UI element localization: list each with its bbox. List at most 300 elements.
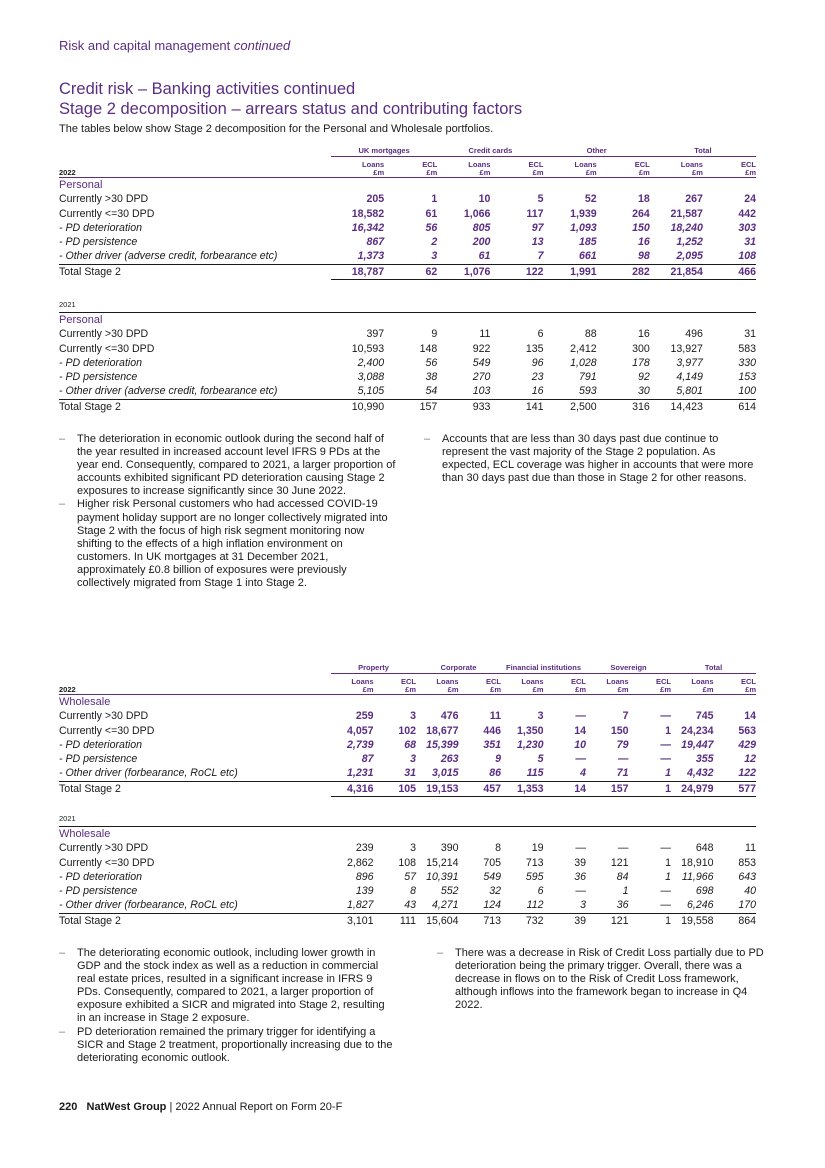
table-cell: 24	[744, 193, 756, 206]
table-cell: 577	[714, 781, 757, 796]
table-cell: 4,149	[676, 371, 703, 384]
table-cell: 10,391	[426, 870, 459, 883]
section-title: Risk and capital management	[59, 38, 231, 53]
group-total: Total	[671, 652, 756, 674]
table-cell: 549	[472, 356, 491, 369]
report-name: | 2022 Annual Report on Form 20-F	[169, 1101, 343, 1113]
table-cell: 19,447	[681, 738, 714, 751]
table-cell: —	[617, 753, 629, 766]
col-loans: Loans £m	[671, 674, 714, 695]
group-corporate: Corporate	[416, 652, 501, 674]
table-cell: 185	[578, 236, 597, 249]
personal-2022-table	[59, 145, 756, 280]
col-loans: Loans £m	[586, 674, 629, 695]
table-cell: 791	[578, 371, 597, 384]
table-cell: 6,246	[671, 898, 714, 913]
table-cell: 5,801	[650, 384, 703, 399]
group-financial-institutions: Financial institutions	[501, 652, 586, 674]
table-cell: 157	[586, 781, 629, 796]
year-label: 2022	[59, 157, 331, 178]
table-cell: 11,966	[681, 870, 714, 883]
wholesale-commentary-right	[437, 947, 765, 1012]
table-cell: 148	[419, 342, 438, 355]
table-cell: 1,066	[463, 207, 491, 220]
table-cell: 3,088	[357, 371, 385, 384]
wholesale-commentary-left	[59, 947, 396, 1065]
row-label: - PD persistence	[59, 753, 138, 766]
table-cell: 1	[665, 870, 671, 883]
table-cell: 43	[374, 898, 417, 913]
table-cell: 11	[479, 328, 491, 341]
table-row	[59, 384, 756, 399]
table-cell: 263	[440, 753, 459, 766]
table-cell: 698	[695, 885, 714, 898]
table-cell: 14	[744, 710, 756, 723]
table-cell: 39	[544, 913, 587, 928]
table-cell: 122	[714, 766, 757, 781]
table-cell: 1,076	[437, 264, 490, 279]
table-cell: 141	[490, 399, 543, 414]
table-cell: 5	[537, 193, 544, 206]
table-cell: 10	[574, 738, 586, 751]
table-cell: 713	[525, 856, 544, 869]
group-header-row	[59, 145, 756, 157]
table-cell: 139	[355, 885, 374, 898]
table-cell: 2,400	[357, 356, 385, 369]
table-cell: 496	[685, 328, 703, 341]
table-cell: 15,214	[426, 856, 459, 869]
table-cell: 178	[632, 356, 650, 369]
year-row: 2021	[59, 812, 756, 827]
group-sovereign: Sovereign	[586, 652, 671, 674]
table-cell: 390	[440, 842, 459, 855]
col-loans: Loans £m	[416, 674, 459, 695]
table-cell: 2,412	[570, 342, 597, 355]
table-cell: 355	[695, 753, 714, 766]
table-row	[59, 884, 756, 898]
table-cell: 805	[472, 221, 491, 234]
table-cell: 933	[437, 399, 490, 414]
table-cell: 86	[459, 766, 502, 781]
table-cell: —	[660, 842, 671, 855]
table-cell: 1	[622, 885, 629, 898]
table-cell: 52	[584, 193, 597, 206]
table-cell: 121	[586, 913, 629, 928]
table-cell: 18,677	[426, 724, 459, 737]
table-cell: 264	[632, 207, 650, 220]
table-cell: 16	[490, 384, 543, 399]
table-row	[59, 709, 756, 723]
table-cell: 15,399	[426, 738, 459, 751]
table-cell: 614	[703, 399, 756, 414]
table-cell: 24,979	[671, 781, 714, 796]
table-cell: 15,604	[416, 913, 459, 928]
bullet-item: – There was a decrease in Risk of Credit Loss partially due to PD deterioration being the primary trigger. Overall, there was a decrease in flows on to the Risk of Credit Loss framework, although inflows into the framework began to increase in Q4 2022.	[437, 947, 765, 1012]
table-cell: 1	[665, 856, 671, 869]
table-cell: 282	[597, 264, 650, 279]
table-cell: 6	[537, 328, 544, 341]
column-header-row	[59, 674, 756, 695]
table-row	[59, 249, 756, 264]
table-cell: 1	[629, 781, 672, 796]
table-cell: 3	[537, 710, 544, 723]
table-cell: —	[575, 885, 586, 898]
table-cell: 1,350	[516, 724, 544, 737]
company-name: NatWest Group	[86, 1101, 167, 1113]
table-cell: 1	[665, 724, 671, 737]
bullet-item: – Accounts that are less than 30 days past due continue to represent the vast majority of the Stage 2 population. As expected, ECL coverage was higher in accounts that were more than 30 days past due than those in Stage 2 for other reasons.	[424, 433, 761, 485]
table-cell: 18,910	[681, 856, 714, 869]
table-cell: 92	[637, 371, 650, 384]
bullet-item: – The deterioration in economic outlook during the second half of the year resulted in increased account level IFRS 9 PDs at the year end. Consequently, compared to 2021, a larger proportion of accounts exhibited significant PD deterioration causing Stage 2 exposures to increase significantly since 30 June 2022.	[59, 433, 396, 498]
row-label: - PD deterioration	[59, 870, 143, 883]
table-cell: 2	[431, 236, 438, 249]
personal-commentary-left	[59, 433, 396, 590]
table-cell: 330	[738, 356, 756, 369]
row-label: Total Stage 2	[59, 781, 331, 796]
table-cell: 31	[744, 328, 756, 341]
table-row	[59, 370, 756, 384]
table-cell: 11	[489, 710, 501, 723]
table-cell: 476	[440, 710, 459, 723]
bullet-item: – Higher risk Personal customers who had accessed COVID-19 payment holiday support are no longer collectively migrated into Stage 2 with the focus of high risk segment monitoring now shifting to the effects of a high inflation environment on customers. In UK mortgages at 31 December 2021, approximately £0.8 billion of exposures were previously collectively migrated from Stage 1 into Stage 2.	[59, 498, 396, 590]
row-label: - PD persistence	[59, 236, 138, 249]
table-cell: 3	[384, 249, 437, 264]
table-cell: 56	[425, 356, 438, 369]
table-cell: 5	[537, 753, 544, 766]
row-label: Currently >30 DPD	[59, 328, 149, 341]
table-cell: 3	[410, 842, 416, 855]
page-subtitle: Stage 2 decomposition – arrears status and contributing factors	[59, 100, 523, 118]
table-cell: 9	[495, 753, 501, 766]
page-number: 220	[59, 1101, 78, 1113]
table-cell: 157	[384, 399, 437, 414]
total-row	[59, 399, 756, 414]
table-cell: 10	[478, 193, 491, 206]
table-cell: 648	[695, 842, 714, 855]
table-cell: 3,101	[331, 913, 374, 928]
table-cell: 300	[632, 342, 650, 355]
table-cell: 98	[597, 249, 650, 264]
table-cell: 30	[597, 384, 650, 399]
row-label: Currently >30 DPD	[59, 842, 149, 855]
table-cell: 4,432	[671, 766, 714, 781]
table-cell: 8	[495, 842, 501, 855]
table-row	[59, 752, 756, 766]
table-cell: 115	[501, 766, 544, 781]
table-cell: 643	[738, 870, 756, 883]
total-row	[59, 781, 756, 796]
row-label: Currently >30 DPD	[59, 710, 149, 723]
total-row	[59, 913, 756, 928]
table-cell: 1,252	[676, 236, 703, 249]
table-cell: 10,593	[351, 342, 385, 355]
col-loans: Loans £m	[331, 157, 384, 178]
table-cell: 21,587	[670, 207, 703, 220]
bullet-item: – PD deterioration remained the primary trigger for identifying a SICR and Stage 2 treatment, proportionally increasing due to the deteriorating economic outlook.	[59, 1026, 396, 1065]
table-cell: 1,028	[570, 356, 597, 369]
table-row	[59, 738, 756, 752]
group-total: Total	[650, 145, 756, 157]
row-label: Currently <=30 DPD	[59, 724, 155, 737]
personal-commentary-right	[424, 433, 761, 485]
group-header-row	[59, 652, 756, 674]
row-label: Currently <=30 DPD	[59, 342, 155, 355]
col-loans: Loans £m	[544, 157, 597, 178]
table-cell: 896	[355, 870, 374, 883]
table-cell: 446	[483, 724, 501, 737]
table-cell: 1	[629, 913, 672, 928]
table-cell: —	[629, 898, 672, 913]
table-cell: 303	[738, 221, 756, 234]
table-cell: 14,423	[650, 399, 703, 414]
table-cell: 1,231	[331, 766, 374, 781]
group-uk-mortgages: UK mortgages	[331, 145, 437, 157]
table-row	[59, 221, 756, 235]
row-label: Total Stage 2	[59, 913, 331, 928]
table-cell: 21,854	[650, 264, 703, 279]
table-cell: 1,939	[570, 207, 597, 220]
table-cell: 13,927	[670, 342, 703, 355]
total-row	[59, 264, 756, 279]
table-cell: 19,153	[416, 781, 459, 796]
table-cell: 112	[501, 898, 544, 913]
table-cell: 1,373	[331, 249, 384, 264]
table-cell: 3	[544, 898, 587, 913]
table-cell: 100	[703, 384, 756, 399]
table-cell: 3	[410, 753, 416, 766]
table-cell: 745	[695, 710, 714, 723]
table-row	[59, 724, 756, 738]
table-cell: 397	[366, 328, 385, 341]
table-cell: 1,991	[544, 264, 597, 279]
table-cell: 5,105	[331, 384, 384, 399]
table-cell: —	[660, 885, 671, 898]
table-cell: 1	[629, 766, 672, 781]
table-cell: 121	[610, 856, 629, 869]
table-row	[59, 327, 756, 341]
table-cell: 36	[586, 898, 629, 913]
table-cell: —	[575, 710, 586, 723]
table-cell: 11	[745, 842, 756, 855]
table-cell: 135	[525, 342, 544, 355]
table-cell: 61	[437, 249, 490, 264]
intro-text: The tables below show Stage 2 decomposition for the Personal and Wholesale portfolios.	[59, 123, 494, 135]
row-label: - Other driver (adverse credit, forbearance etc)	[59, 384, 331, 399]
section-suffix: continued	[233, 38, 291, 53]
page-title: Credit risk – Banking activities continued	[59, 80, 356, 98]
table-cell: 97	[531, 221, 544, 234]
table-cell: 14	[574, 724, 586, 737]
table-cell: 10,990	[331, 399, 384, 414]
table-cell: 1,093	[570, 221, 597, 234]
wholesale-2022-table	[59, 652, 756, 797]
row-label: - PD deterioration	[59, 738, 143, 751]
col-ecl: ECL £m	[384, 157, 437, 178]
col-ecl: ECL £m	[544, 674, 587, 695]
table-cell: 922	[472, 342, 491, 355]
table-cell: 205	[366, 193, 385, 206]
table-cell: 61	[425, 207, 438, 220]
table-cell: 153	[738, 371, 756, 384]
table-cell: —	[660, 710, 671, 723]
row-label: Total Stage 2	[59, 264, 331, 279]
col-ecl: ECL £m	[597, 157, 650, 178]
table-row	[59, 841, 756, 855]
table-cell: 8	[410, 885, 416, 898]
table-cell: 3,015	[416, 766, 459, 781]
table-cell: 150	[632, 221, 650, 234]
table-cell: 105	[374, 781, 417, 796]
group-credit-cards: Credit cards	[437, 145, 543, 157]
table-cell: 57	[404, 870, 416, 883]
wholesale-2021-table	[59, 812, 756, 928]
col-loans: Loans £m	[650, 157, 703, 178]
table-cell: 267	[685, 193, 703, 206]
row-label: - PD deterioration	[59, 221, 143, 234]
personal-2021-table	[59, 298, 756, 414]
table-row	[59, 356, 756, 370]
year-label: 2022	[59, 674, 331, 695]
table-cell: 200	[472, 236, 491, 249]
table-cell: 549	[483, 870, 501, 883]
row-label: Currently <=30 DPD	[59, 207, 155, 220]
table-cell: 466	[703, 264, 756, 279]
table-cell: 18,787	[331, 264, 384, 279]
table-cell: 6	[537, 885, 544, 898]
table-cell: —	[660, 738, 671, 751]
col-ecl: ECL £m	[703, 157, 756, 178]
group-property: Property	[331, 652, 416, 674]
table-cell: 19,558	[671, 913, 714, 928]
col-ecl: ECL £m	[629, 674, 672, 695]
table-cell: 117	[526, 207, 544, 220]
table-cell: 552	[440, 885, 459, 898]
section-header	[59, 38, 290, 53]
table-cell: 18,240	[670, 221, 703, 234]
table-cell: 88	[584, 328, 597, 341]
col-ecl: ECL £m	[374, 674, 417, 695]
table-cell: 36	[574, 870, 586, 883]
table-cell: 39	[574, 856, 586, 869]
table-cell: 170	[714, 898, 757, 913]
table-cell: 79	[616, 738, 629, 751]
table-cell: 7	[622, 710, 629, 723]
table-cell: 31	[744, 236, 756, 249]
row-label: Total Stage 2	[59, 399, 331, 414]
table-cell: 38	[425, 371, 438, 384]
table-cell: 3,977	[676, 356, 703, 369]
group-other: Other	[544, 145, 650, 157]
col-loans: Loans £m	[501, 674, 544, 695]
table-row	[59, 235, 756, 249]
col-ecl: ECL £m	[714, 674, 757, 695]
table-cell: 259	[355, 710, 374, 723]
table-cell: 16,342	[351, 221, 385, 234]
table-cell: 56	[425, 221, 438, 234]
table-cell: 124	[459, 898, 502, 913]
row-label: Currently <=30 DPD	[59, 856, 155, 869]
year-row: 2021	[59, 298, 756, 313]
table-cell: 853	[738, 856, 756, 869]
row-label: - Other driver (adverse credit, forbearance etc)	[59, 249, 331, 264]
section-row: Personal	[59, 314, 103, 326]
bullet-item: – The deteriorating economic outlook, including lower growth in GDP and the stock index as well as a reduction in commercial real estate prices, resulted in a significant increase in IFRS 9 PDs. Consequently, compared to 2021, a larger proportion of exposure exhibited a SICR and migrated into Stage 2, resulting in an increase in Stage 2 exposure.	[59, 947, 396, 1026]
table-cell: 102	[398, 724, 416, 737]
table-row	[59, 207, 756, 221]
column-header-row	[59, 157, 756, 178]
table-cell: 13	[531, 236, 544, 249]
row-label: Currently >30 DPD	[59, 193, 149, 206]
col-loans: Loans £m	[331, 674, 374, 695]
table-cell: 7	[490, 249, 543, 264]
table-cell: 1,230	[516, 738, 544, 751]
row-label: - Other driver (forbearance, RoCL etc)	[59, 766, 331, 781]
table-cell: 4	[544, 766, 587, 781]
table-cell: 713	[459, 913, 502, 928]
table-cell: 16	[637, 328, 650, 341]
table-cell: 24,234	[681, 724, 714, 737]
table-cell: —	[575, 753, 586, 766]
table-cell: 62	[384, 264, 437, 279]
table-cell: 18	[637, 193, 650, 206]
table-cell: 661	[544, 249, 597, 264]
table-cell: 108	[398, 856, 416, 869]
table-cell: 864	[714, 913, 757, 928]
table-cell: 429	[738, 738, 756, 751]
col-loans: Loans £m	[437, 157, 490, 178]
table-row	[59, 766, 756, 781]
table-cell: 867	[366, 236, 385, 249]
table-cell: 19	[531, 842, 544, 855]
col-ecl: ECL £m	[490, 157, 543, 178]
page-footer	[59, 1101, 342, 1113]
table-row	[59, 342, 756, 356]
table-cell: 442	[738, 207, 756, 220]
row-label: - Other driver (forbearance, RoCL etc)	[59, 898, 331, 913]
table-cell: 68	[404, 738, 416, 751]
row-label: - PD deterioration	[59, 356, 143, 369]
table-cell: 111	[374, 913, 417, 928]
table-cell: 1	[431, 193, 438, 206]
table-cell: 87	[361, 753, 374, 766]
table-cell: 457	[459, 781, 502, 796]
section-row: Wholesale	[59, 696, 111, 708]
table-cell: 14	[544, 781, 587, 796]
table-row	[59, 192, 756, 206]
table-cell: 96	[531, 356, 544, 369]
table-cell: 18,582	[351, 207, 385, 220]
table-cell: 593	[544, 384, 597, 399]
table-cell: 23	[531, 371, 544, 384]
table-cell: 583	[738, 342, 756, 355]
table-cell: 150	[610, 724, 629, 737]
table-cell: 2,739	[346, 738, 374, 751]
table-cell: 351	[483, 738, 501, 751]
table-row	[59, 898, 756, 913]
table-cell: —	[575, 842, 586, 855]
table-cell: 2,500	[544, 399, 597, 414]
table-cell: 12	[744, 753, 756, 766]
table-cell: 732	[501, 913, 544, 928]
table-cell: 4,271	[416, 898, 459, 913]
table-cell: 1,827	[331, 898, 374, 913]
table-cell: 40	[744, 885, 756, 898]
table-cell: —	[660, 753, 671, 766]
table-cell: 270	[472, 371, 491, 384]
table-cell: 3	[410, 710, 416, 723]
section-row: Personal	[59, 179, 103, 191]
